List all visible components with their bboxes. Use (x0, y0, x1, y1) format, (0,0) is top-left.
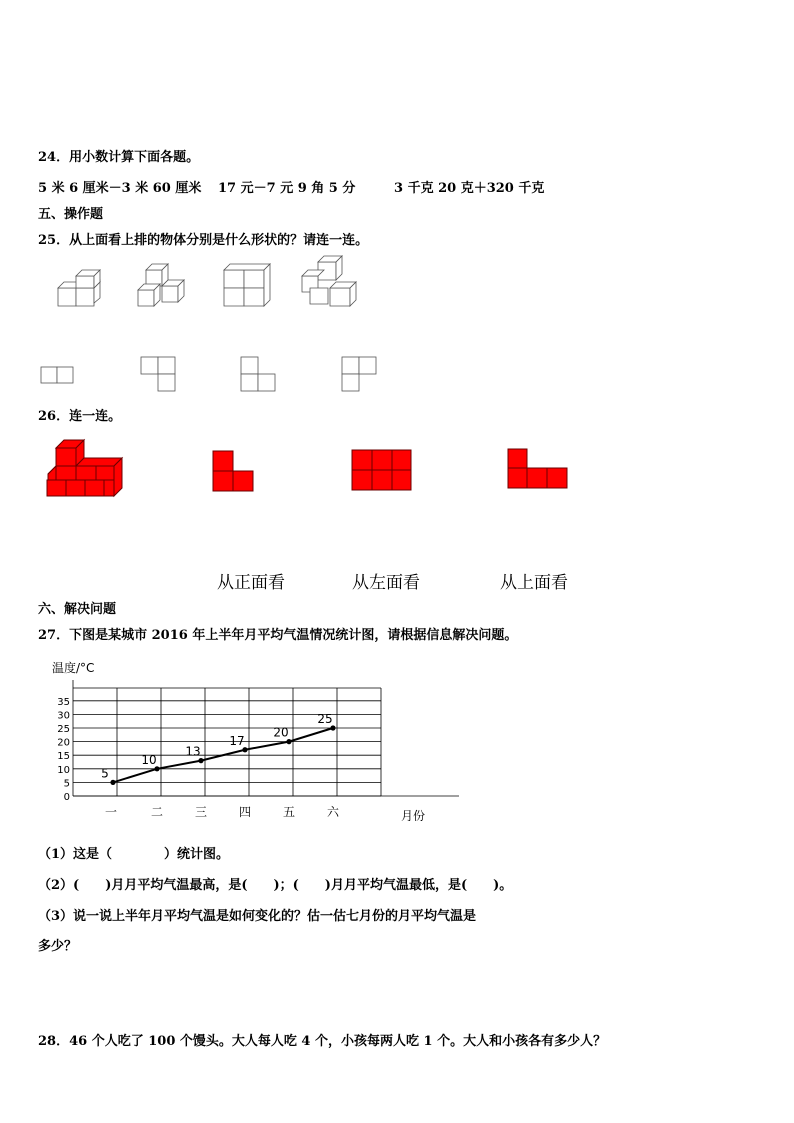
data-label: 10 (141, 752, 157, 767)
q27-title: 27．下图是某城市 2016 年上半年月平均气温情况统计图，请根据信息解决问题。 (38, 628, 518, 643)
q27-sub2: （2）( )月月平均气温最高，是( )；( )月月平均气温最低，是( )。 (38, 878, 513, 893)
q24-item-1: 5 米 6 厘米－3 米 60 厘米 (38, 181, 202, 196)
data-label: 20 (273, 725, 289, 740)
q27-sub3-line2: 多少？ (38, 939, 78, 954)
q27-sub3-line1: （3）说一说上半年月平均气温是如何变化的？估一估七月份的月平均气温是 (38, 909, 477, 924)
data-label: 17 (229, 733, 245, 748)
x-tick-label: 六 (326, 805, 340, 819)
x-tick-label: 三 (194, 805, 208, 819)
x-axis-label: 月份 (400, 809, 426, 823)
q26-view-label-front: 从正面看 (217, 573, 285, 593)
q26-view-label-top: 从上面看 (500, 573, 568, 593)
q27-sub1 (38, 843, 229, 862)
q24-title: 24．用小数计算下面各题。 (38, 150, 200, 165)
data-label: 25 (317, 712, 333, 726)
section-6-heading: 六、解决问题 (38, 602, 117, 617)
data-point (286, 739, 291, 744)
section-5-heading: 五、操作题 (38, 207, 104, 222)
x-tick-label: 二 (150, 805, 164, 819)
y-axis-label: 温度/°C (52, 661, 95, 675)
y-tick-label: 25 (57, 724, 70, 735)
q24-item-2: 17 元－7 元 9 角 5 分 (218, 181, 356, 196)
q26-view-label-left: 从左面看 (352, 573, 420, 593)
y-tick-label: 0 (63, 792, 70, 803)
q27-sub1-text: （1）这是（ ）统计图。 (38, 847, 230, 862)
x-tick-label: 一 (104, 805, 118, 819)
y-tick-label: 15 (57, 751, 70, 763)
data-point (198, 758, 203, 763)
q24-item-3: 3 千克 20 克＋320 千克 (394, 181, 545, 196)
y-tick-label: 20 (57, 737, 70, 749)
y-tick-label: 10 (57, 764, 70, 776)
data-label: 5 (101, 766, 109, 781)
y-tick-label: 5 (63, 778, 70, 790)
y-tick-label: 35 (57, 696, 70, 708)
x-tick-label: 四 (238, 805, 252, 819)
x-tick-label: 五 (282, 805, 296, 819)
data-label: 13 (185, 744, 201, 759)
q26-title: 26．连一连。 (38, 409, 122, 424)
q25-title: 25．从上面看上排的物体分别是什么形状的？请连一连。 (38, 233, 369, 248)
q28-title: 28．46 个人吃了 100 个馒头。大人每人吃 4 个，小孩每两人吃 1 个。大人和小孩各有多少人？ (38, 1034, 607, 1049)
data-point (110, 780, 115, 785)
data-point (154, 766, 159, 771)
y-tick-label: 30 (57, 710, 70, 722)
data-point (242, 747, 247, 752)
data-point (330, 725, 335, 730)
